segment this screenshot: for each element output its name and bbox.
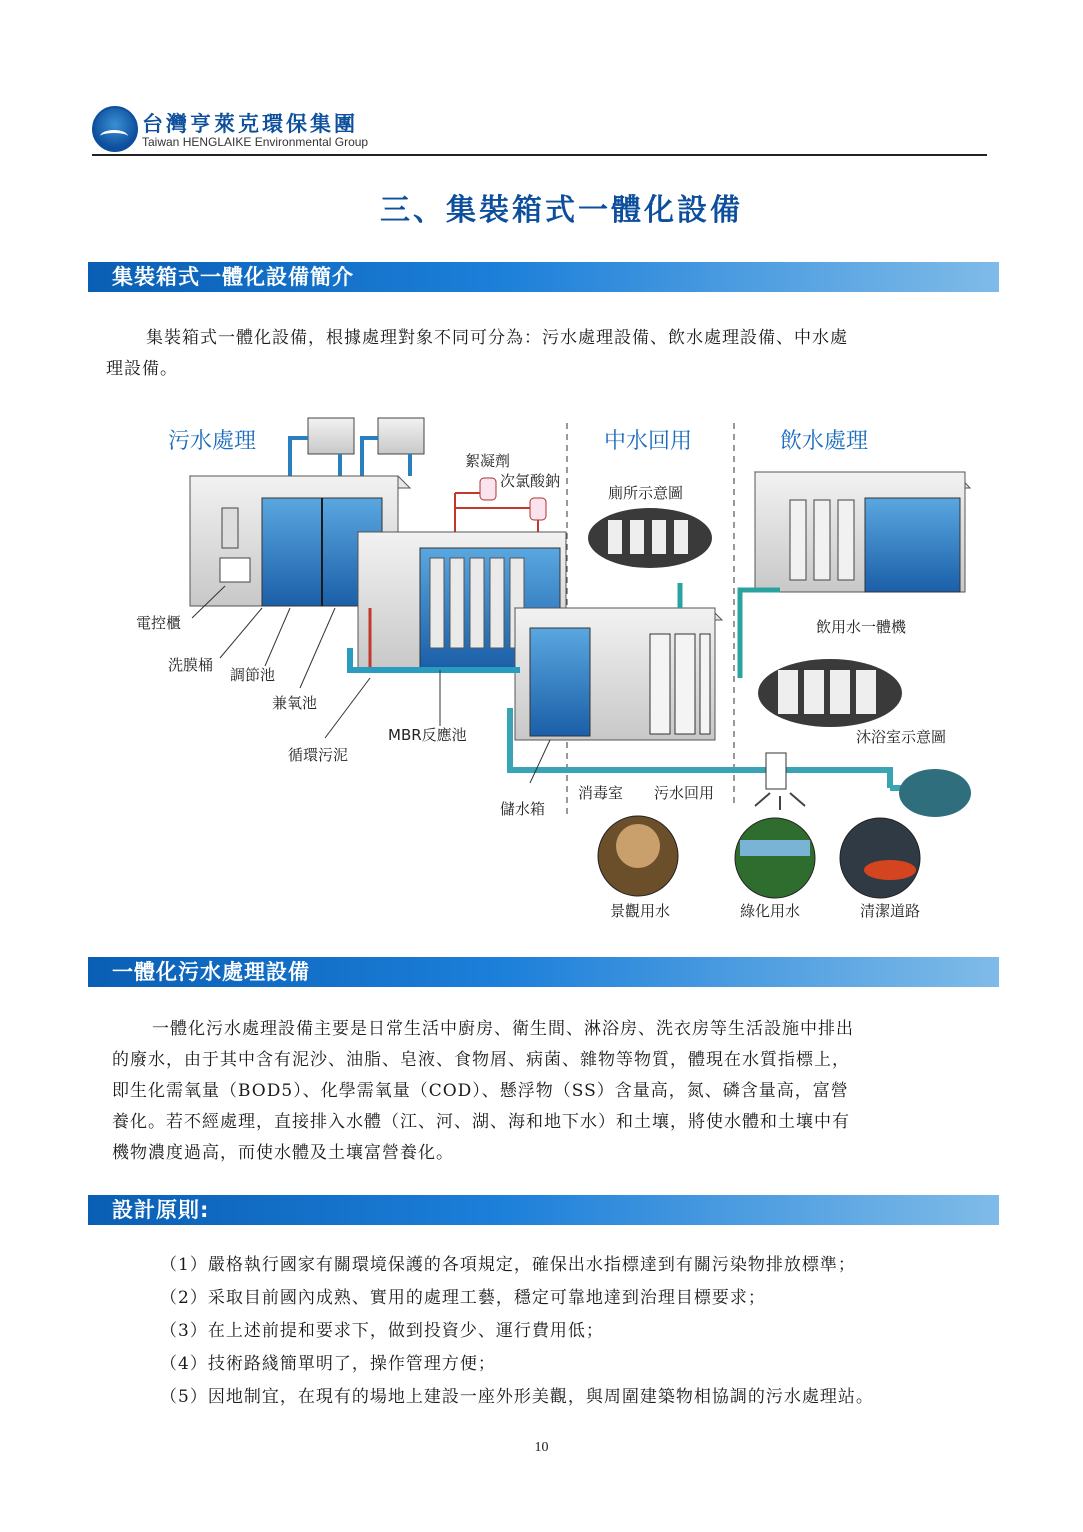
label-landscape: 景觀用水 — [610, 902, 671, 920]
section-heading-intro: 集裝箱式一體化設備簡介 — [112, 265, 354, 289]
intro-line-2: 理設備。 — [106, 359, 178, 379]
label-greening: 綠化用水 — [740, 902, 801, 920]
design-item-1: （1）嚴格執行國家有關環境保護的各項規定，確保出水指標達到有關污染物排放標準； — [160, 1255, 856, 1275]
label-regulating-tank: 調節池 — [230, 666, 276, 684]
sewage-line-5: 機物濃度過高，而使水體及土壤富營養化。 — [112, 1143, 454, 1163]
zone-label-drinking: 飲水處理 — [780, 429, 869, 454]
design-item-3: （3）在上述前提和要求下，做到投資少、運行費用低； — [160, 1321, 604, 1341]
design-item-4: （4）技術路綫簡單明了，操作管理方便； — [160, 1354, 496, 1374]
company-name-zh: 台灣亨萊克環保集團 — [142, 112, 358, 136]
label-disinfection: 消毒室 — [578, 784, 624, 802]
label-flocculant: 絮凝劑 — [465, 452, 511, 470]
section-heading-sewage: 一體化污水處理設備 — [112, 960, 310, 984]
sewage-line-4: 養化。若不經處理，直接排入水體（江、河、湖、海和地下水）和土壤，將使水體和土壤中有 — [112, 1112, 850, 1132]
section-heading-design: 設計原則: — [112, 1198, 210, 1222]
company-logo — [92, 106, 138, 152]
zone-label-sewage: 污水處理 — [168, 429, 257, 454]
label-control-cabinet: 電控櫃 — [136, 614, 182, 632]
design-item-2: （2）采取目前國內成熟、實用的處理工藝，穩定可靠地達到治理目標要求； — [160, 1288, 766, 1308]
label-reuse: 污水回用 — [654, 784, 715, 802]
design-item-5: （5）因地制宜，在現有的場地上建設一座外形美觀，與周圍建築物相協調的污水處理站。 — [160, 1387, 874, 1407]
sewage-line-2: 的廢水，由于其中含有泥沙、油脂、皂液、食物屑、病菌、雜物等物質，體現在水質指標上， — [112, 1050, 850, 1070]
label-hypochlorite: 次氯酸鈉 — [500, 472, 561, 490]
label-shower: 沐浴室示意圖 — [856, 728, 947, 746]
zone-label-reuse: 中水回用 — [604, 429, 693, 454]
page-title: 三、集裝箱式一體化設備 — [380, 193, 743, 228]
label-mbr: MBR反應池 — [388, 726, 467, 744]
label-drinking-machine: 飲用水一體機 — [816, 618, 907, 636]
label-toilet: 廁所示意圖 — [608, 484, 684, 502]
section-bar-design — [88, 1195, 999, 1225]
section-bar-sewage — [88, 957, 999, 987]
label-sludge: 循環污泥 — [288, 746, 349, 764]
header-divider — [92, 154, 987, 156]
intro-line-1: 集裝箱式一體化設備，根據處理對象不同可分為：污水處理設備、飲水處理設備、中水處 — [146, 328, 848, 348]
label-anoxic-tank: 兼氧池 — [272, 694, 318, 712]
page-number: 10 — [534, 1440, 549, 1455]
company-name-en: Taiwan HENGLAIKE Environmental Group — [142, 135, 369, 149]
sewage-line-1: 一體化污水處理設備主要是日常生活中廚房、衛生間、淋浴房、洗衣房等生活設施中排出 — [152, 1019, 854, 1039]
sewage-line-3: 即生化需氧量（BOD5）、化學需氧量（COD）、懸浮物（SS）含量高，氮、磷含量高，富營 — [112, 1081, 849, 1101]
label-membrane-tank: 洗膜桶 — [168, 656, 214, 674]
label-road-cleaning: 清潔道路 — [860, 902, 921, 920]
process-diagram — [130, 408, 975, 928]
label-storage-tank: 儲水箱 — [500, 800, 546, 818]
section-bar-intro — [88, 262, 999, 292]
